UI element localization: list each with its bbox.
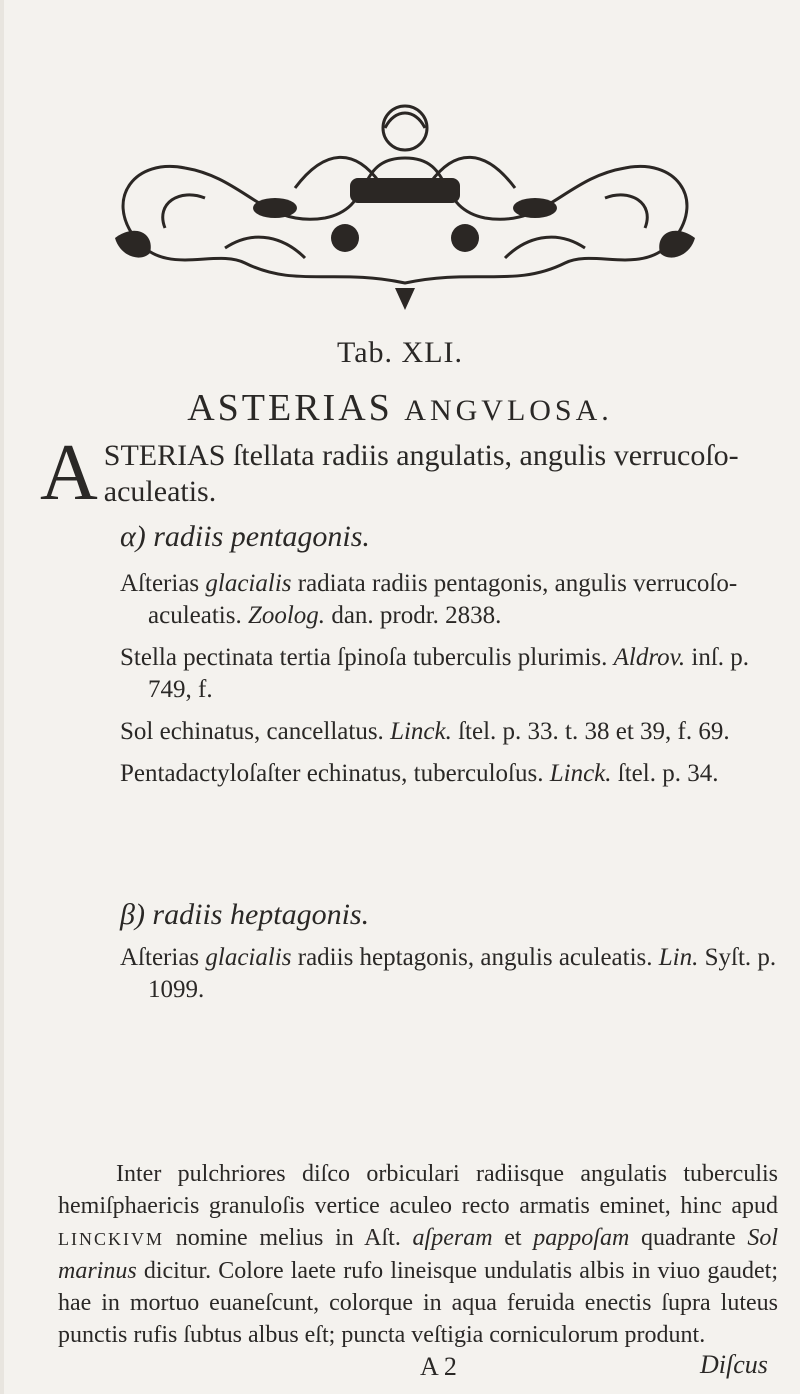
entry-it2: Lin. xyxy=(658,944,699,971)
section-heading-beta: β) radiis heptagonis. xyxy=(120,898,370,931)
para-italic-1: aſperam xyxy=(412,1225,493,1251)
title-first: ASTERIAS xyxy=(187,387,393,429)
plate-number: Tab. XLI. xyxy=(336,336,464,369)
title-second: ANGVLOSA. xyxy=(404,394,613,427)
para-italic-2: pappoſam xyxy=(533,1225,630,1251)
decorative-headpiece xyxy=(95,88,715,313)
entry-pre: Stella pectinata tertia ſpinoſa tuberculis plurimis. xyxy=(120,644,614,671)
entry-post2: dan. prodr. 2838. xyxy=(325,602,502,629)
entry-it2: Zoolog. xyxy=(247,602,326,629)
para-text-3: et xyxy=(492,1225,534,1251)
beta-entries xyxy=(120,942,780,1016)
entry-it: glacialis xyxy=(205,944,292,971)
bibliography-entry xyxy=(120,716,780,748)
para-text-4: quadrante xyxy=(629,1225,748,1251)
entry-post: ſtel. p. 33. t. 38 et 39, f. 69. xyxy=(451,718,730,745)
para-text-2: nomine melius in Aſt. xyxy=(164,1225,413,1251)
entry-pre: Aſterias xyxy=(120,570,206,597)
page-edge xyxy=(0,0,4,1394)
drop-cap: A xyxy=(40,429,98,517)
para-italic-3: Sol marinus xyxy=(58,1225,779,1284)
entry-it: Aldrov. xyxy=(613,644,686,671)
alpha-entries xyxy=(120,568,780,800)
entry-pre: Pentadactyloſaſter echinatus, tuberculoſus. xyxy=(120,760,550,787)
description-paragraph xyxy=(58,1158,778,1351)
bibliography-entry xyxy=(120,642,780,706)
author-name: LINCKIVM xyxy=(58,1229,164,1249)
intro-text: STERIAS ſtellata radiis angulatis, angulis verrucoſo-aculeatis. xyxy=(103,439,739,508)
intro-definition xyxy=(40,429,770,517)
para-text-5: dicitur. Colore laete rufo lineisque undulatis albis in viuo gaudet; hae in mortuo euaneſcunt, colorque in aqua feruida enectis ſupra luteus punctis rufis ſubtus albus eſt; puncta veſtigia corniculorum produnt. xyxy=(58,1258,778,1348)
signature-mark: A 2 xyxy=(420,1352,457,1381)
bibliography-entry xyxy=(120,568,780,632)
page-title xyxy=(0,386,800,430)
entry-post: inſ. p. 749, f. xyxy=(148,644,750,703)
entry-post: radiata radiis pentagonis, angulis verrucoſo-aculeatis. xyxy=(148,570,738,629)
entry-post: radiis heptagonis, angulis aculeatis. xyxy=(291,944,659,971)
entry-pre: Aſterias xyxy=(120,944,206,971)
para-text-1: Inter pulchriores diſco orbiculari radiisque angulatis tuberculis hemiſphaericis granuloſis vertice aculeo recto armatis eminet, hinc apud xyxy=(58,1161,778,1219)
bibliography-entry xyxy=(120,758,780,790)
entry-post2: Syſt. p. 1099. xyxy=(148,944,777,1003)
entry-pre: Sol echinatus, cancellatus. xyxy=(120,718,391,745)
entry-it: glacialis xyxy=(205,570,292,597)
entry-it: Linck. xyxy=(390,718,452,745)
entry-it: Linck. xyxy=(549,760,612,787)
section-heading-alpha: α) radiis pentagonis. xyxy=(120,520,370,553)
bibliography-entry xyxy=(120,942,780,1006)
catchword: Diſcus xyxy=(700,1350,768,1379)
entry-post: ſtel. p. 34. xyxy=(611,760,719,787)
